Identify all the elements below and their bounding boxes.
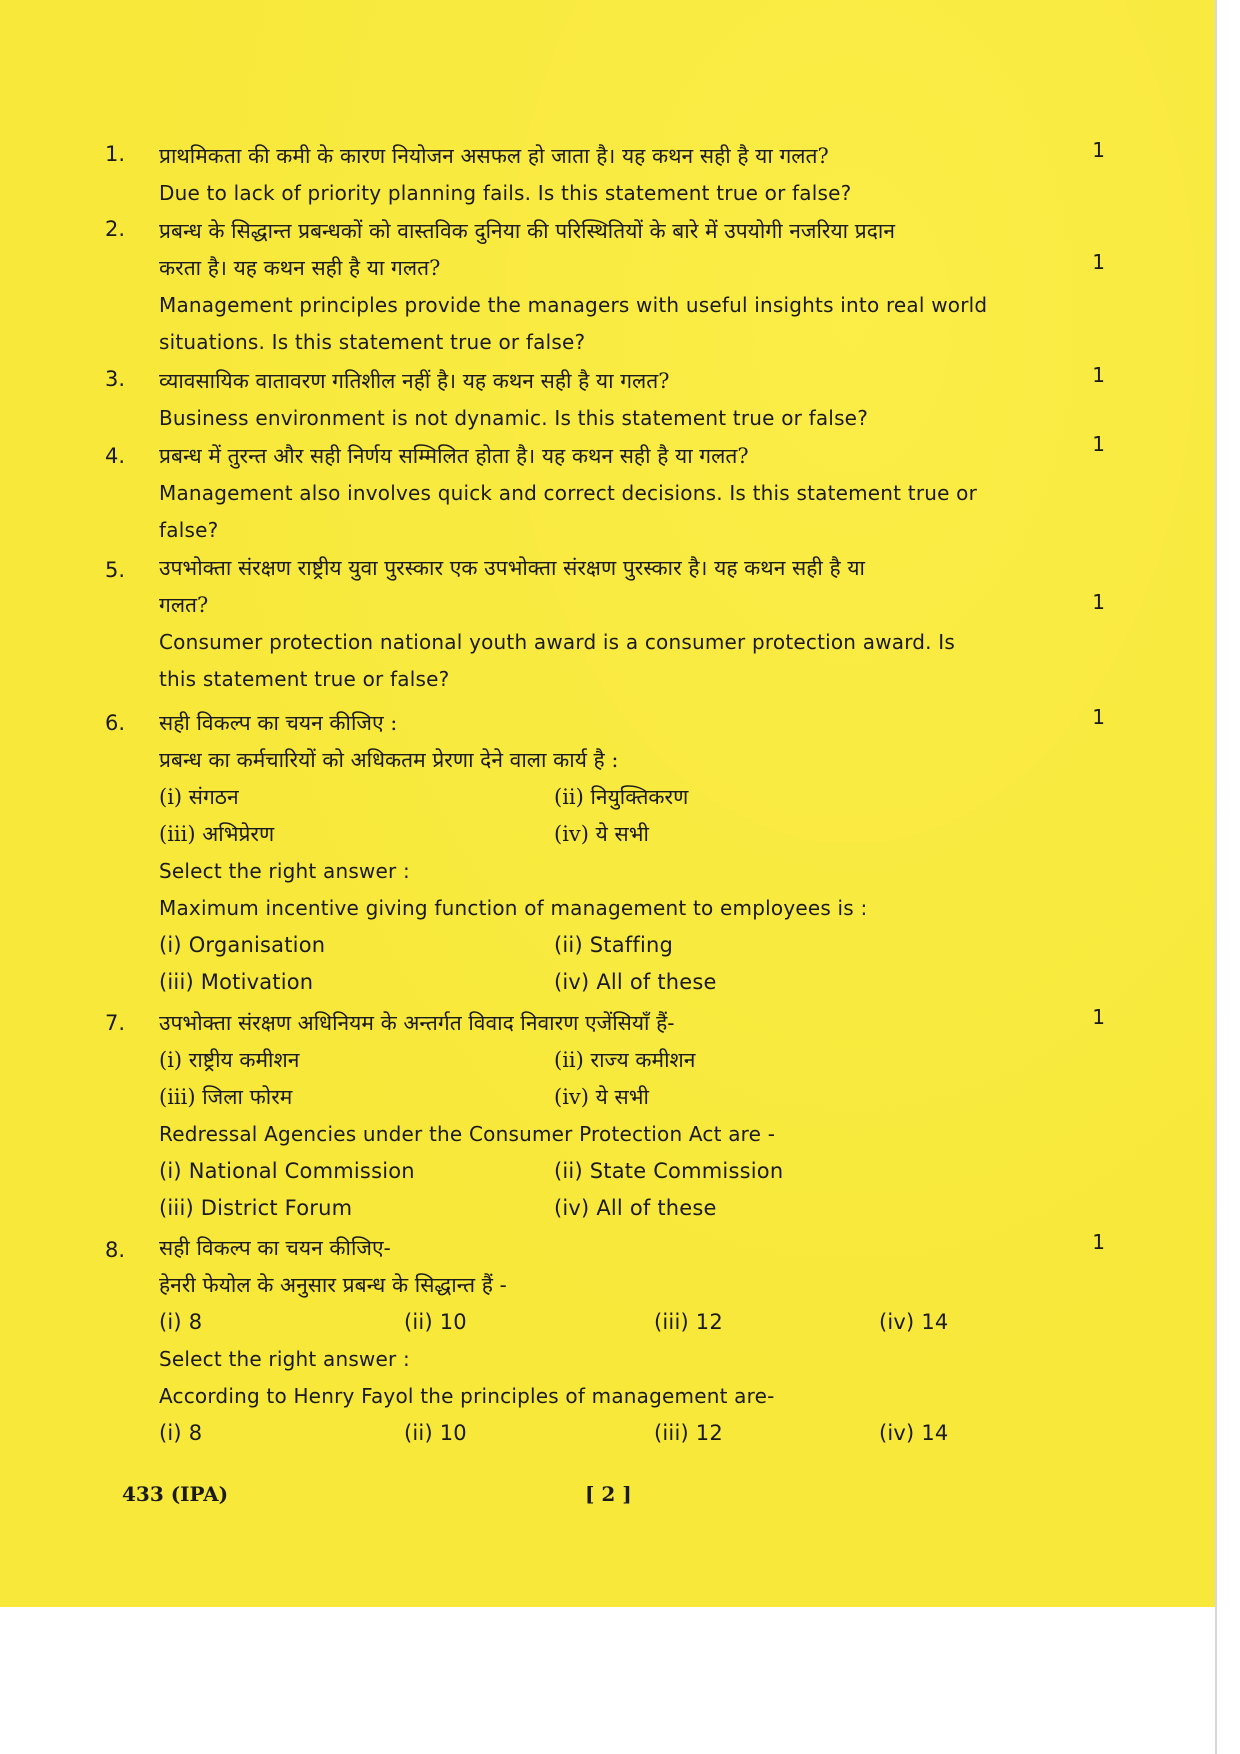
question-hindi-text: करता है। यह कथन सही है या गलत?: [159, 256, 441, 280]
option-row: [159, 1153, 1079, 1190]
question-mark: 1: [1092, 705, 1105, 729]
question-hindi-intro: सही विकल्प का चयन कीजिए :: [159, 711, 398, 735]
option-row: [159, 779, 1079, 816]
option-ii: (ii) Staffing: [554, 933, 674, 957]
question-english-text: situations. Is this statement true or false?: [159, 330, 586, 354]
option-row: [159, 1079, 1079, 1116]
question-english-text: Maximum incentive giving function of management to employees is :: [159, 896, 868, 920]
question-hindi-text: हेनरी फेयोल के अनुसार प्रबन्ध के सिद्धान्त हैं -: [159, 1273, 507, 1297]
question-number: 2.: [105, 217, 126, 241]
question-hindi-text: प्राथमिकता की कमी के कारण नियोजन असफल हो जाता है। यह कथन सही है या गलत?: [159, 144, 829, 168]
question-hindi-text: प्रबन्ध में तुरन्त और सही निर्णय सम्मिलित होता है। यह कथन सही है या गलत?: [159, 444, 749, 468]
option-iii: (iii) जिला फोरम: [159, 1085, 293, 1109]
question-mark: 1: [1092, 250, 1105, 274]
question-english-intro: Select the right answer :: [159, 859, 410, 883]
option-iv: (iv) All of these: [554, 970, 717, 994]
question-number: 1.: [105, 142, 126, 166]
page-edge: [1215, 0, 1240, 1754]
option-ii: (ii) 10: [404, 1310, 467, 1334]
question-number: 6.: [105, 711, 126, 735]
question-hindi-text: प्रबन्ध का कर्मचारियों को अधिकतम प्रेरणा देने वाला कार्य है :: [159, 748, 619, 772]
option-ii: (ii) State Commission: [554, 1159, 784, 1183]
option-i: (i) 8: [159, 1310, 203, 1334]
question-english-text: Management also involves quick and correct decisions. Is this statement true or: [159, 481, 978, 505]
option-i: (i) राष्ट्रीय कमीशन: [159, 1048, 300, 1072]
question-mark: 1: [1092, 138, 1105, 162]
option-row: [159, 927, 1079, 964]
option-iv: (iv) ये सभी: [554, 822, 649, 846]
option-iii: (iii) 12: [654, 1421, 723, 1445]
question-english-text: Business environment is not dynamic. Is this statement true or false?: [159, 406, 869, 430]
option-iv: (iv) All of these: [554, 1196, 717, 1220]
question-mark: 1: [1092, 363, 1105, 387]
option-row: [159, 816, 1079, 853]
question-number: 8.: [105, 1238, 126, 1262]
option-iv: (iv) 14: [879, 1310, 949, 1334]
question-hindi-text: व्यावसायिक वातावरण गतिशील नहीं है। यह कथन सही है या गलत?: [159, 369, 670, 393]
option-ii: (ii) राज्य कमीशन: [554, 1048, 696, 1072]
option-iii: (iii) District Forum: [159, 1196, 353, 1220]
question-hindi-text: उपभोक्ता संरक्षण अधिनियम के अन्तर्गत विवाद निवारण एजेंसियाँ हैं-: [159, 1011, 675, 1035]
option-iii: (iii) 12: [654, 1310, 723, 1334]
question-mark: 1: [1092, 432, 1105, 456]
page-number: [ 2 ]: [585, 1482, 632, 1506]
question-mark: 1: [1092, 590, 1105, 614]
question-hindi-text: गलत?: [159, 593, 209, 617]
question-english-text: Consumer protection national youth award is a consumer protection award. Is: [159, 630, 956, 654]
question-hindi-text: उपभोक्ता संरक्षण राष्ट्रीय युवा पुरस्कार एक उपभोक्ता संरक्षण पुरस्कार है। यह कथन सही है या: [159, 556, 865, 580]
question-number: 3.: [105, 367, 126, 391]
question-english-text: Management principles provide the managers with useful insights into real world: [159, 293, 988, 317]
option-ii: (ii) नियुक्तिकरण: [554, 785, 689, 809]
question-number: 4.: [105, 444, 126, 468]
question-english-text: false?: [159, 518, 219, 542]
question-english-text: Redressal Agencies under the Consumer Protection Act are -: [159, 1122, 776, 1146]
question-hindi-text: प्रबन्ध के सिद्धान्त प्रबन्धकों को वास्तविक दुनिया की परिस्थितियों के बारे में उपयोगी नजरिया प्रदान: [159, 219, 895, 243]
paper-code: 433 (IPA): [122, 1482, 229, 1506]
option-row: [159, 1304, 1079, 1341]
option-iv: (iv) 14: [879, 1421, 949, 1445]
option-i: (i) 8: [159, 1421, 203, 1445]
question-english-text: Due to lack of priority planning fails. Is this statement true or false?: [159, 181, 852, 205]
question-number: 7.: [105, 1011, 126, 1035]
option-i: (i) Organisation: [159, 933, 326, 957]
option-row: [159, 1415, 1079, 1452]
question-hindi-intro: सही विकल्प का चयन कीजिए-: [159, 1236, 391, 1260]
option-row: [159, 964, 1079, 1001]
option-row: [159, 1190, 1079, 1227]
option-ii: (ii) 10: [404, 1421, 467, 1445]
option-i: (i) संगठन: [159, 785, 239, 809]
option-iii: (iii) Motivation: [159, 970, 314, 994]
option-row: [159, 1042, 1079, 1079]
option-iii: (iii) अभिप्रेरण: [159, 822, 275, 846]
question-mark: 1: [1092, 1005, 1105, 1029]
question-english-text: According to Henry Fayol the principles of management are-: [159, 1384, 775, 1408]
option-i: (i) National Commission: [159, 1159, 415, 1183]
question-number: 5.: [105, 558, 126, 582]
question-mark: 1: [1092, 1230, 1105, 1254]
question-english-text: this statement true or false?: [159, 667, 450, 691]
option-iv: (iv) ये सभी: [554, 1085, 649, 1109]
question-english-intro: Select the right answer :: [159, 1347, 410, 1371]
